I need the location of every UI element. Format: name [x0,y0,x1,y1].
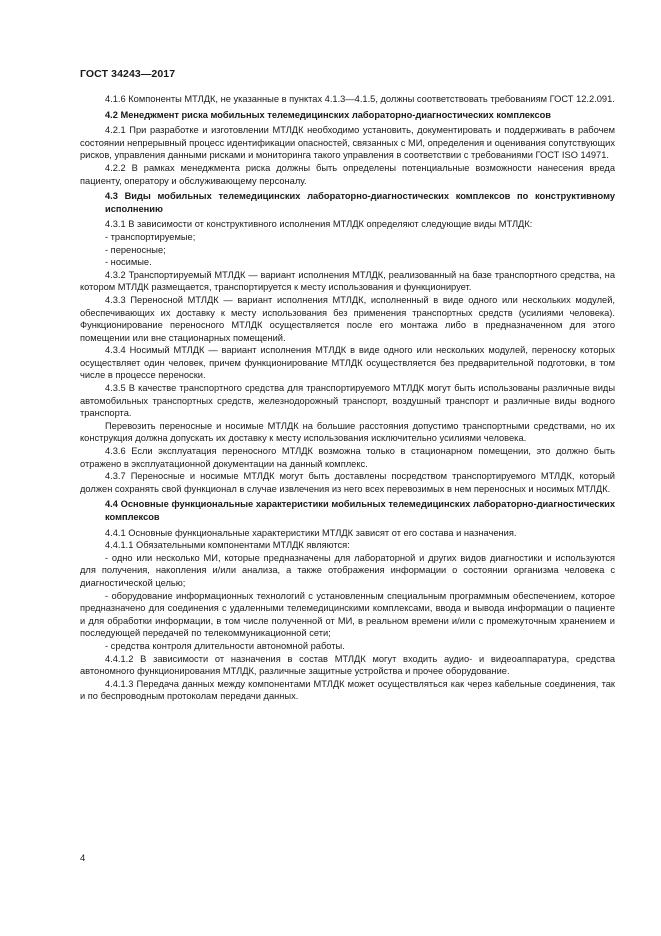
paragraph-4-4-1-2: 4.4.1.2 В зависимости от назначения в состав МТЛДК могут входить аудио- и видеоаппаратура, средства автономного функционирования МТЛДК, различные защитные устройства и прочее оборудование. [80,653,615,677]
paragraph-4-3-3: 4.3.3 Переносной МТЛДК — вариант исполнения МТЛДК, исполненный в виде одного или нескольких модулей, обеспечивающих их доставку к месту использования без применения транспортных средств (усилиями человека). Функционирование переносного МТЛДК осуществляется после его монтажа либо в предназначенном для этого помещении или вне стационарных помещений. [80,294,615,343]
paragraph-4-4-1-3: 4.4.1.3 Передача данных между компонентами МТЛДК может осуществляться как через кабельные соединения, так и по беспроводным протоколам передачи данных. [80,678,615,702]
list-item: - транспортируемые; [105,231,196,242]
list-item: - оборудование информационных технологий с установленным специальным программным обеспечением, которое предназначено для соединения с удаленными телемедицинскими комплексами, ввода и вывода информации о пациенте и для обработки информации, в том числе полученной от МИ, в реальном времени и/или с промежуточным хранением и последующей передачей по телекоммуникационной сети; [80,590,615,639]
list-item: - средства контроля длительности автономной работы. [105,640,345,651]
paragraph-4-3-4: 4.3.4 Носимый МТЛДК — вариант исполнения МТЛДК в виде одного или нескольких модулей, переноску которых осуществляет один человек, причем функционирование МТЛДК осуществляется без предварительной подготовки, в том числе в процессе переноски. [80,345,615,381]
list-item: - одно или несколько МИ, которые предназначены для лабораторной и других видов диагностики и используются для получения, накопления и/или анализа, а также отображения информации о состоянии организма человека с диагностической целью; [80,552,615,588]
list-item: - переносные; [105,244,166,255]
heading-4-2: 4.2 Менеджмент риска мобильных телемедицинских лабораторно-диагностических комплексов [105,109,552,120]
paragraph-4-4-1-1: 4.4.1.1 Обязательными компонентами МТЛДК являются: [105,540,350,551]
paragraph-4-2-2: 4.2.2 В рамках менеджмента риска должны быть определены потенциальные возможности нанесения вреда пациенту, оператору и обслуживающему персоналу. [80,162,615,186]
paragraph-4-4-1: 4.4.1 Основные функциональные характеристики МТЛДК зависят от его состава и назначения. [105,527,517,538]
paragraph-4-1-6: 4.1.6 Компоненты МТЛДК, не указанные в пунктах 4.1.3—4.1.5, должны соответствовать требованиям ГОСТ 12.2.091. [105,94,615,104]
document-body [80,93,615,703]
paragraph-4-3-5-continued: Перевозить переносные и носимые МТЛДК на большие расстояния допустимо транспортными средствами, но их конструкция должна допускать их доставку к месту использования исключительно усилиями человека. [80,420,615,444]
paragraph-4-2-1: 4.2.1 При разработке и изготовлении МТЛДК необходимо установить, документировать и поддерживать в рабочем состоянии непрерывный процесс идентификации опасностей, связанных с МИ, определения и оценивания сопутствующих рисков, управления данными рисками и мониторинга такого управления в соответствии с требованиями ГОСТ ISO 14971. [80,125,615,161]
list-item: - носимые. [105,257,152,268]
paragraph-4-3-6: 4.3.6 Если эксплуатация переносного МТЛДК возможна только в стационарном помещении, это должно быть отражено в эксплуатационной документации на данный комплекс. [80,446,615,469]
running-header: ГОСТ 34243—2017 [80,68,176,80]
paragraph-4-3-5: 4.3.5 В качестве транспортного средства для транспортируемого МТЛДК могут быть использованы различные виды автомобильных транспортных средств, железнодорожный транспорт, воздушный транспорт и различные виды водного транспорта. [80,383,615,419]
heading-4-4: 4.4 Основные функциональные характеристики мобильных телемедицинских лабораторно-диагностических комплексов [105,499,615,522]
paragraph-4-3-7: 4.3.7 Переносные и носимые МТЛДК могут быть доставлены посредством транспортируемого МТЛДК, который должен сохранять свой функционал в случае извлечения из него всех перевозимых в нем переносных и носимых МТЛДК. [80,471,615,494]
paragraph-4-3-2: 4.3.2 Транспортируемый МТЛДК — вариант исполнения МТЛДК, реализованный на базе транспортного средства, на котором МТЛДК размещается, транспортируется к месту использования и функционирует. [80,269,615,293]
page-number: 4 [80,853,86,864]
paragraph-4-3-1: 4.3.1 В зависимости от конструктивного исполнения МТЛДК определяют следующие виды МТЛДК: [105,219,533,230]
heading-4-3: 4.3 Виды мобильных телемедицинских лабораторно-диагностических комплексов по конструктивному исполнению [105,191,615,214]
